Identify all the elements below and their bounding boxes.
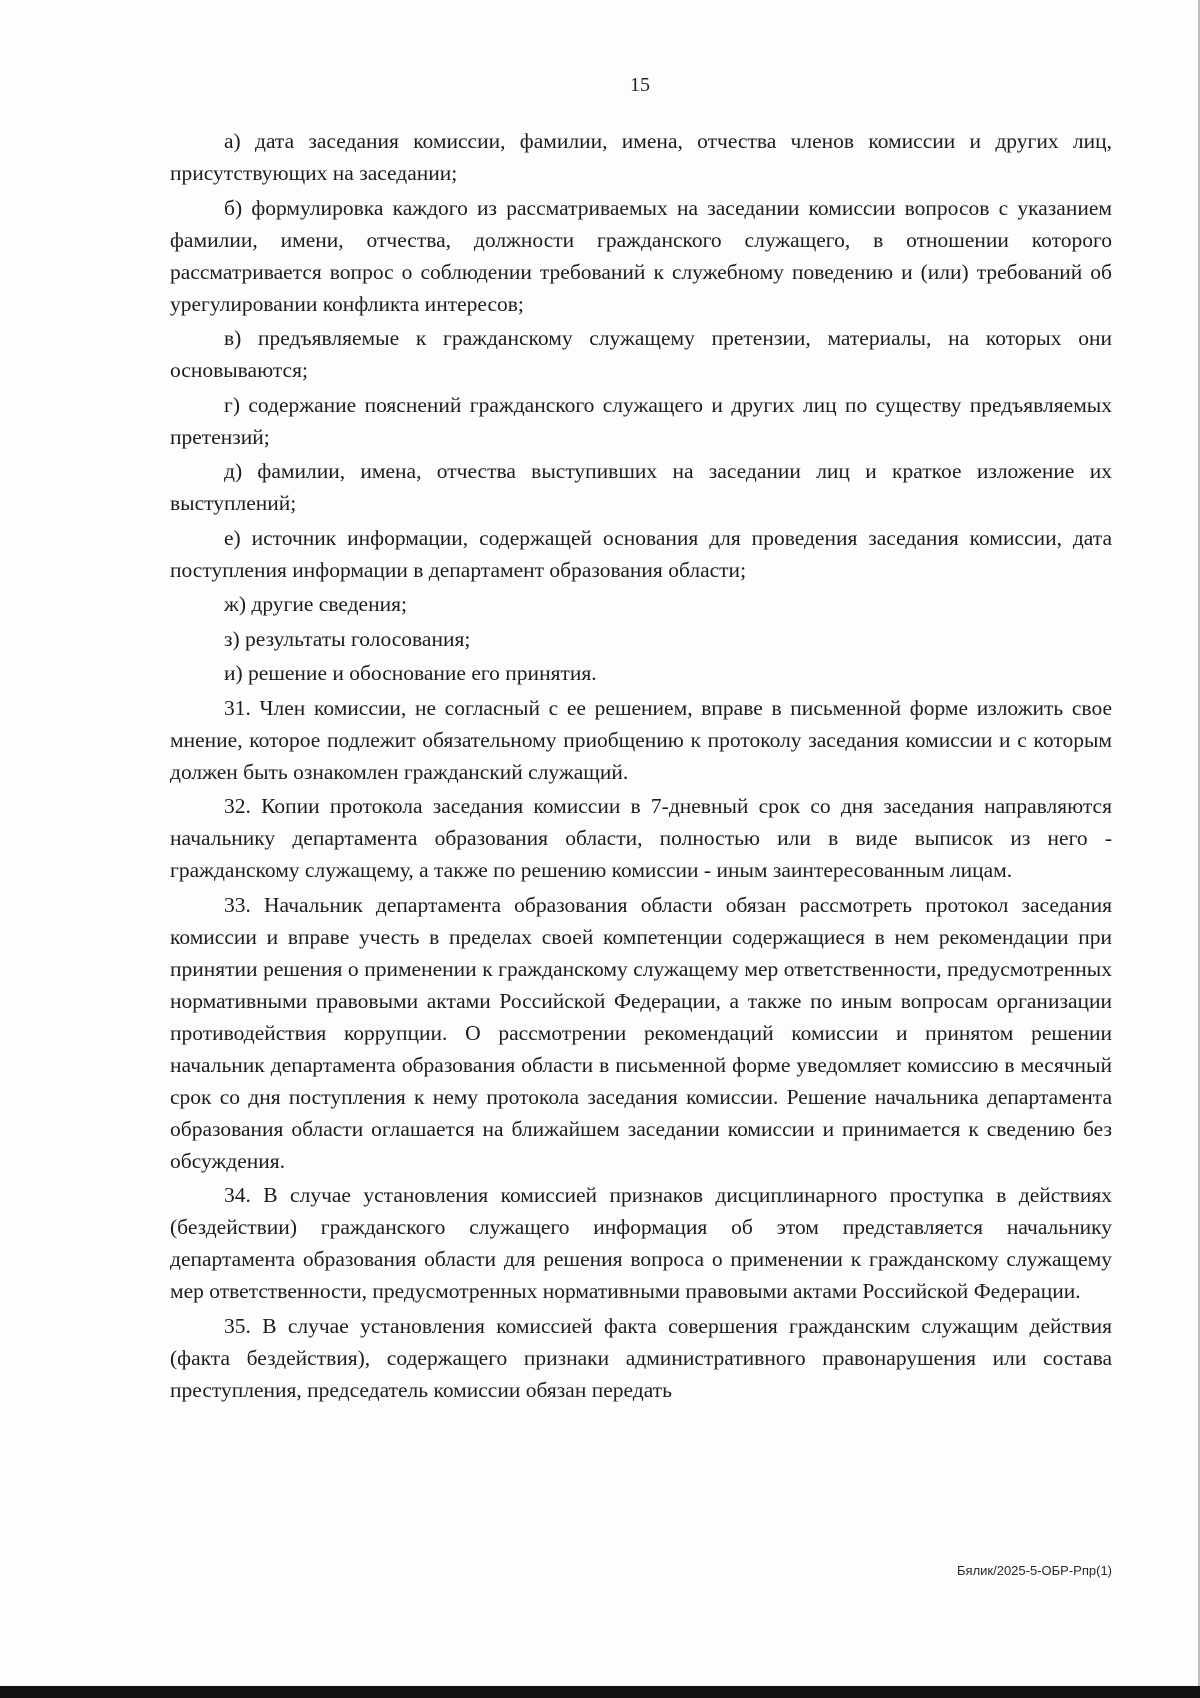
page-number: 15 [630,74,650,96]
paragraph-item-g: г) содержание пояснений гражданского служащего и других лиц по существу предъявляемых претензий; [170,392,1112,449]
paragraph-item-z: з) результаты голосования; [224,626,471,651]
paragraph-item-b: б) формулировка каждого из рассматриваемых на заседании комиссии вопросов с указанием фамилии, имени, отчества, должности гражданского служащего, в отношении которого рассматривается вопрос о соблюдении требований к служебному поведению и (или) требований об урегулировании конфликта интересов; [170,195,1112,316]
paragraph-item-i: и) решение и обоснование его принятия. [224,661,597,685]
paragraph-31: 31. Член комиссии, не согласный с ее решением, вправе в письменной форме изложить свое мнение, которое подлежит обязательному приобщению к протоколу заседания комиссии и с которым должен быть ознакомлен гражданский служащий. [170,695,1112,784]
paragraph-item-v: в) предъявляемые к гражданскому служащему претензии, материалы, на которых они основываются; [170,326,1112,382]
paragraph-item-e: е) источник информации, содержащей основания для проведения заседания комиссии, дата поступления информации в департамент образования области; [170,525,1112,582]
paragraph-item-d: д) фамилии, имена, отчества выступивших на заседании лиц и краткое изложение их выступлений; [170,459,1112,515]
paragraph-32: 32. Копии протокола заседания комиссии в 7-дневный срок со дня заседания направляются начальнику департамента образования области, полностью или в виде выписок из него - гражданскому служащему, а также по решению комиссии - иным заинтересованным лицам. [170,794,1112,882]
paragraph-item-a: а) дата заседания комиссии, фамилии, имена, отчества членов комиссии и других лиц, присутствующих на заседании; [170,129,1112,185]
paragraph-33: 33. Начальник департамента образования области обязан рассмотреть протокол заседания комиссии и вправе учесть в пределах своей компетенции содержащиеся в нем рекомендации при принятии решения о применении к гражданскому служащему мер ответственности, предусмотренных нормативными правовыми актами Российской Федерации, а также по иным вопросам организации противодействия коррупции. О рассмотрении рекомендаций комиссии и принятом решении начальник департамента образования области в письменной форме уведомляет комиссию в месячный срок со дня поступления к нему протокола заседания комиссии. Решение начальника департамента образования области оглашается на ближайшем заседании комиссии и принимается к сведению без обсуждения. [170,892,1112,1173]
paragraph-item-zh: ж) другие сведения; [224,592,407,616]
document-body [170,125,1112,1408]
paragraph-34: 34. В случае установления комиссией признаков дисциплинарного проступка в действиях (бездействии) гражданского служащего информация об этом представляется начальнику департамента образования области для решения вопроса о применении к гражданскому служащему мер ответственности, предусмотренных нормативными правовыми актами Российской Федерации. [170,1183,1112,1303]
scan-border [0,1686,1200,1698]
paragraph-35: 35. В случае установления комиссией факта совершения гражданским служащим действия (факта бездействия), содержащего признаки административного правонарушения или состава преступления, председатель комиссии обязан передать [170,1313,1112,1402]
document-reference: Бялик/2025-5-ОБР-Рпр(1) [957,1563,1112,1578]
